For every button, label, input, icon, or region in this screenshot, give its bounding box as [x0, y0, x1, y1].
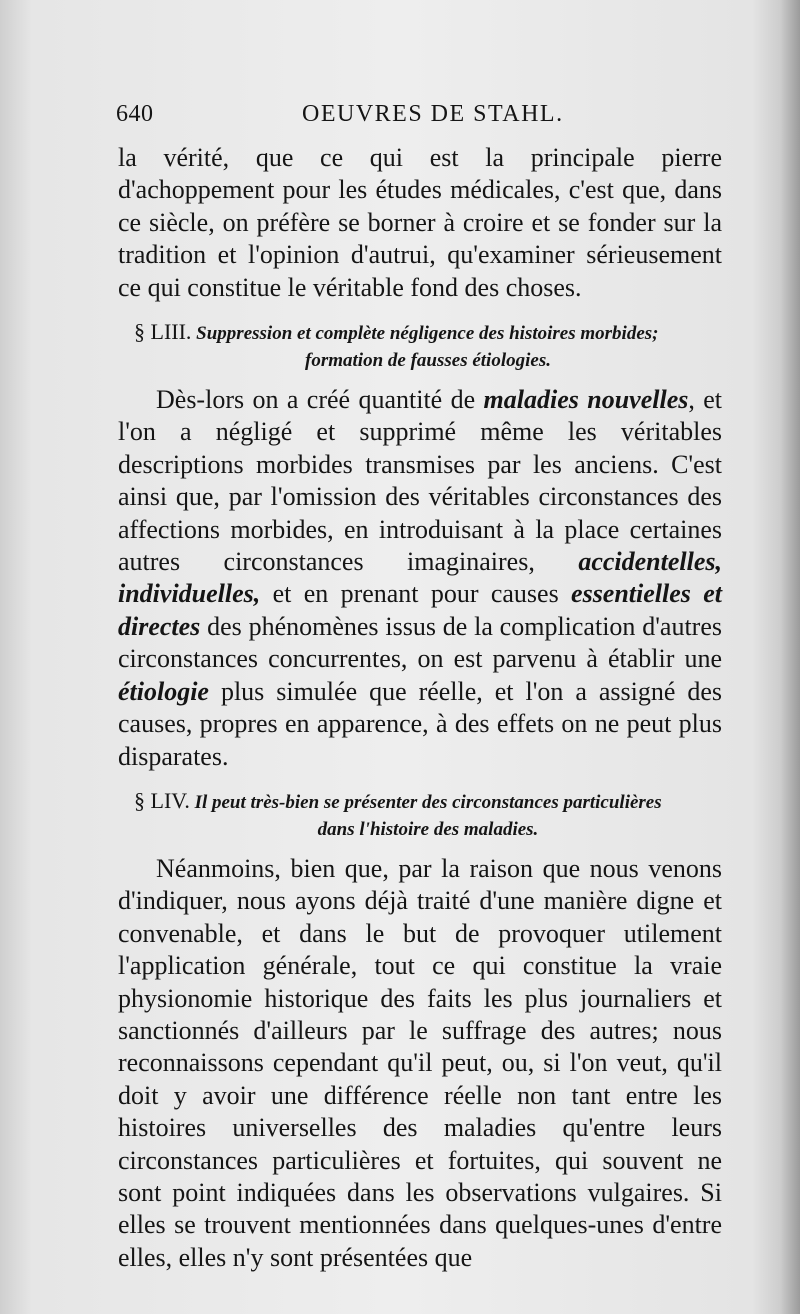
- p2-text-i: plus simulée que réelle, et l'on a assigné des causes, propres en apparence, à des effets on ne peut plus disparates.: [118, 676, 722, 771]
- running-title: OEUVRES DE STAHL.: [302, 101, 564, 127]
- section-title-54-line-1: Il peut très-bien se présenter des circonstances particulières: [194, 791, 662, 813]
- section-heading-53: [118, 318, 722, 374]
- p2-text-a: Dès-lors on a créé quantité de: [156, 385, 484, 415]
- paragraph-2: [118, 384, 722, 773]
- p2-text-g: des phénomènes issus de la complication d'autres circonstances concurrentes, on est parvenu à établir une: [118, 611, 722, 674]
- paragraph-3: Néanmoins, bien que, par la raison que nous venons d'indiquer, nous ayons déjà traité d'une manière digne et convenable, et dans le but de provoquer utilement l'application générale, tout ce qui constitue la vraie physionomie historique des faits les plus journaliers et sanctionnés d'ailleurs par le suffrage des autres; nous reconnaissons cependant qu'il peut, ou, si l'on veut, qu'il doit y avoir une différence réelle non tant entre les histoires universelles des maladies qu'entre leurs circonstances particulières et fortuites, qui souvent ne sont point indiquées dans les observations vulgaires. Si elles se trouvent mentionnées dans quelques-unes d'entre elles, elles n'y sont présentées que: [118, 853, 722, 1272]
- paragraph-1: la vérité, que ce qui est la principale pierre d'achoppement pour les études médicales, c'est que, dans ce siècle, on préfère se borner à croire et se fonder sur la tradition et l'opinion d'autrui, qu'examiner sérieusement ce qui constitue le véritable fond des choses.: [118, 143, 722, 302]
- section-number-54: § LIV.: [134, 787, 190, 813]
- section-heading-54: [118, 787, 722, 843]
- section-title-53-line-1: Suppression et complète négligence des histoires morbides;: [196, 323, 659, 345]
- p2-text-c: , et l'on a négligé et supprimé même les véritables descriptions morbides transmises par les anciens. C'est ainsi que, par l'omission des véritables circonstances des affections morbides, en introduisant à la place certaines autres circonstances imaginaires,: [118, 385, 723, 577]
- p2-italic-maladies-nouvelles: maladies nouvelles: [483, 385, 689, 415]
- page-header: [118, 98, 722, 142]
- section-number-53: § LIII.: [134, 319, 192, 345]
- section-title-54-line-2: dans l'histoire des maladies.: [317, 818, 539, 840]
- p2-text-e: et en prenant pour causes: [260, 579, 572, 609]
- page-number: 640: [116, 101, 154, 127]
- page-text-block: [118, 98, 722, 1274]
- section-title-53-line-2: formation de fausses étiologies.: [305, 350, 551, 372]
- p2-italic-etiologie: étiologie: [118, 676, 209, 706]
- p2-italic-accidentelles: accidentelles, individuelles,: [118, 547, 722, 609]
- p2-italic-essentielles: essentielles et directes: [118, 579, 722, 641]
